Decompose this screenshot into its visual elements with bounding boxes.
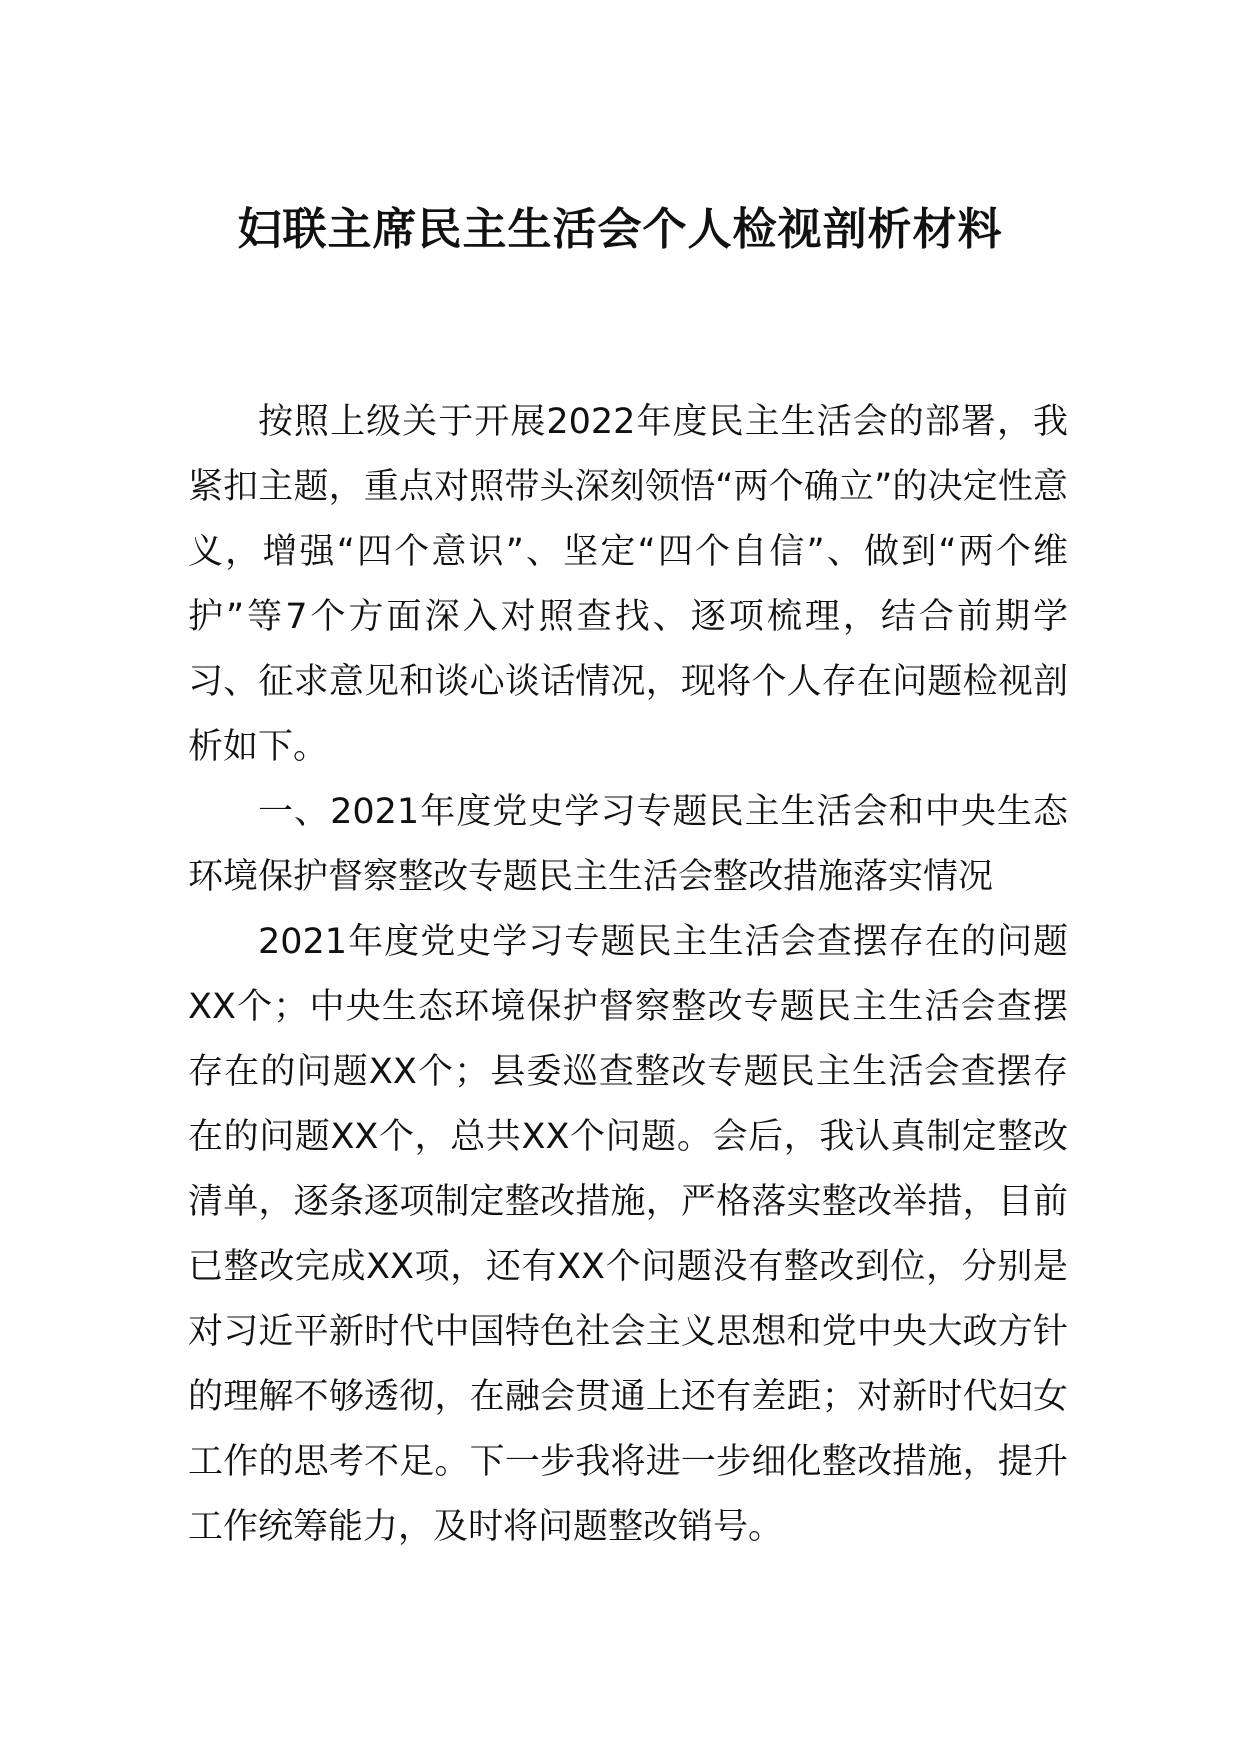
intro-paragraph: 按照上级关于开展2022年度民主生活会的部署，我紧扣主题，重点对照带头深刻领悟“两个确立”的决定性意义，增强“四个意识”、坚定“四个自信”、做到“两个维护”等7个方面深入对照查找、逐项梳理，结合前期学习、征求意见和谈心谈话情况，现将个人存在问题检视剖析如下。 xyxy=(188,402,1068,767)
section-heading: 一、2021年度党史学习专题民主生活会和中央生态环境保护督察整改专题民主生活会整改措施落实情况 xyxy=(188,792,1068,897)
section-paragraph: 2021年度党史学习专题民主生活会查摆存在的问题XX个；中央生态环境保护督察整改专题民主生活会查摆存在的问题XX个；县委巡查整改专题民主生活会查摆存在的问题XX个，总共XX个问题。会后，我认真制定整改清单，逐条逐项制定整改措施，严格落实整改举措，目前已整改完成XX项，还有XX个问题没有整改到位，分别是对习近平新时代中国特色社会主义思想和党中央大政方针的理解不够透彻，在融会贯通上还有差距；对新时代妇女工作的思考不足。下一步我将进一步细化整改措施，提升工作统筹能力，及时将问题整改销号。 xyxy=(188,922,1068,1547)
document-title: 妇联主席民主生活会个人检视剖析材料 xyxy=(237,204,1003,255)
document-body xyxy=(188,390,1068,1560)
